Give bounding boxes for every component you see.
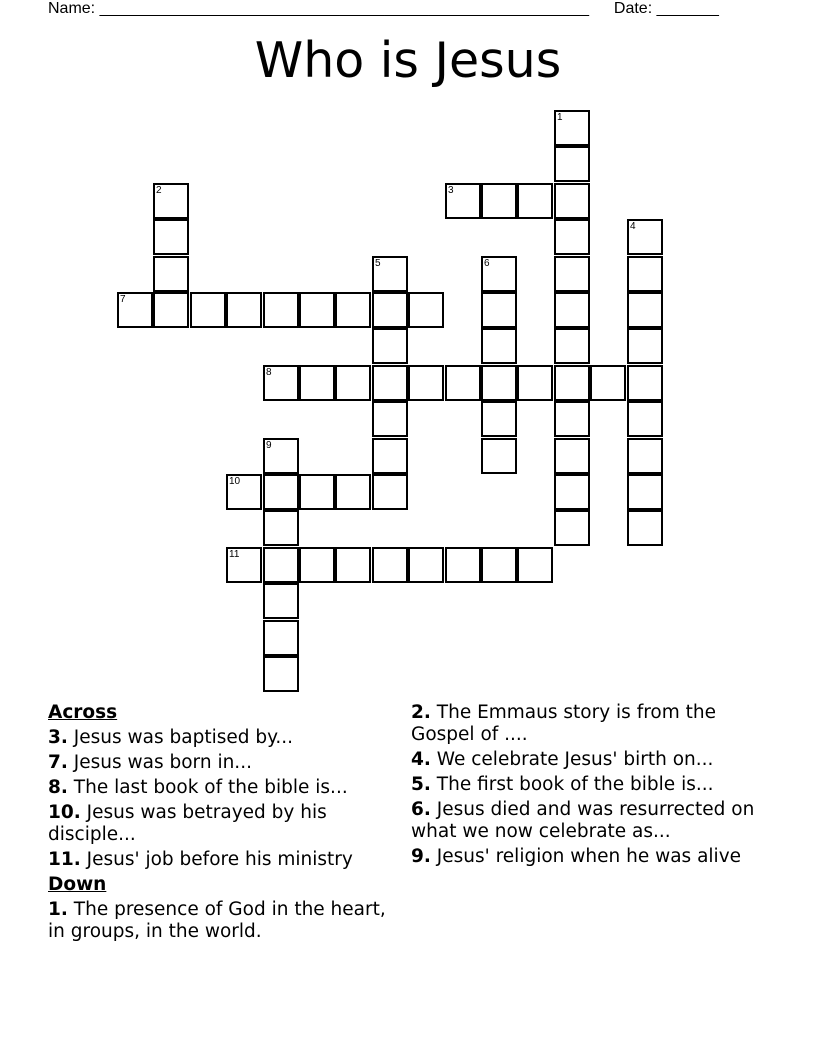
grid-cell[interactable] [153, 219, 189, 255]
grid-cell[interactable] [190, 292, 226, 328]
clue-text: Jesus was born in... [67, 752, 252, 773]
clue-number: 11. [48, 849, 81, 870]
cell-number: 9 [266, 440, 272, 451]
grid-cell[interactable] [590, 365, 626, 401]
grid-cell[interactable] [263, 510, 299, 546]
grid-cell[interactable] [226, 547, 262, 583]
clue-number: 2. [411, 702, 431, 723]
grid-cell[interactable] [554, 438, 590, 474]
grid-cell[interactable] [481, 256, 517, 292]
grid-cell[interactable] [554, 183, 590, 219]
grid-cell[interactable] [554, 474, 590, 510]
grid-cell[interactable] [627, 510, 663, 546]
grid-cell[interactable] [517, 547, 553, 583]
grid-cell[interactable] [481, 438, 517, 474]
grid-cell[interactable] [408, 365, 444, 401]
grid-cell[interactable] [372, 292, 408, 328]
clue-number: 7. [48, 752, 68, 773]
grid-cell[interactable] [263, 620, 299, 656]
cell-number: 4 [630, 221, 636, 232]
name-label: Name: _______________________________________________________ [48, 0, 589, 17]
clue-number: 10. [48, 802, 81, 823]
grid-cell[interactable] [554, 110, 590, 146]
grid-cell[interactable] [299, 365, 335, 401]
clue-text: Jesus' religion when he was alive [430, 846, 742, 867]
grid-cell[interactable] [554, 292, 590, 328]
clue-across-3 [48, 727, 393, 749]
grid-cell[interactable] [481, 547, 517, 583]
clue-down-4 [411, 749, 761, 771]
clue-down-2 [411, 702, 761, 746]
grid-cell[interactable] [226, 474, 262, 510]
grid-cell[interactable] [445, 365, 481, 401]
cell-number: 5 [375, 258, 381, 269]
clue-down-5 [411, 774, 761, 796]
grid-cell[interactable] [481, 292, 517, 328]
page-title: Who is Jesus [254, 32, 562, 89]
grid-cell[interactable] [517, 183, 553, 219]
grid-cell[interactable] [445, 547, 481, 583]
clue-across-11 [48, 849, 393, 871]
clue-text: The first book of the bible is... [430, 774, 714, 795]
grid-cell[interactable] [299, 474, 335, 510]
cell-number: 7 [120, 294, 126, 305]
grid-cell[interactable] [153, 256, 189, 292]
clue-down-1 [48, 899, 393, 943]
grid-cell[interactable] [372, 474, 408, 510]
grid-cell[interactable] [263, 474, 299, 510]
grid-cell[interactable] [481, 401, 517, 437]
grid-cell[interactable] [554, 510, 590, 546]
grid-cell[interactable] [554, 401, 590, 437]
clue-text: The Emmaus story is from the Gospel of .... [411, 702, 716, 745]
clue-across-10 [48, 802, 393, 846]
grid-cell[interactable] [263, 547, 299, 583]
clue-text: Jesus was baptised by... [67, 727, 294, 748]
clue-number: 5. [411, 774, 431, 795]
grid-cell[interactable] [627, 292, 663, 328]
grid-cell[interactable] [445, 183, 481, 219]
clue-text: We celebrate Jesus' birth on... [430, 749, 714, 770]
grid-cell[interactable] [554, 146, 590, 182]
grid-cell[interactable] [372, 256, 408, 292]
clue-number: 3. [48, 727, 68, 748]
grid-cell[interactable] [627, 256, 663, 292]
grid-cell[interactable] [153, 183, 189, 219]
grid-cell[interactable] [627, 401, 663, 437]
cell-number: 8 [266, 367, 272, 378]
grid-cell[interactable] [372, 547, 408, 583]
clue-across-8 [48, 777, 393, 799]
grid-cell[interactable] [335, 365, 371, 401]
grid-cell[interactable] [408, 292, 444, 328]
grid-cell[interactable] [263, 656, 299, 692]
cell-number: 6 [484, 258, 490, 269]
cell-number: 1 [557, 112, 563, 123]
clue-text: Jesus died and was resurrected on what we now celebrate as... [411, 799, 755, 842]
grid-cell[interactable] [372, 401, 408, 437]
cell-number: 3 [448, 185, 454, 196]
grid-cell[interactable] [554, 328, 590, 364]
grid-cell[interactable] [627, 365, 663, 401]
date-label: Date: _______ [613, 0, 719, 17]
grid-cell[interactable] [335, 474, 371, 510]
grid-cell[interactable] [554, 219, 590, 255]
grid-cell[interactable] [153, 292, 189, 328]
clue-text: The presence of God in the heart, in groups, in the world. [48, 899, 386, 942]
grid-cell[interactable] [408, 547, 444, 583]
grid-cell[interactable] [263, 292, 299, 328]
clues-left-column [48, 702, 393, 946]
grid-cell[interactable] [335, 547, 371, 583]
grid-cell[interactable] [299, 547, 335, 583]
cell-number: 2 [156, 185, 162, 196]
grid-cell[interactable] [335, 292, 371, 328]
grid-cell[interactable] [372, 328, 408, 364]
clue-text: The last book of the bible is... [67, 777, 348, 798]
clue-down-9 [411, 846, 761, 868]
cell-number: 10 [229, 476, 241, 487]
grid-cell[interactable] [481, 365, 517, 401]
clues-right-column [411, 702, 761, 871]
grid-cell[interactable] [481, 183, 517, 219]
grid-cell[interactable] [372, 365, 408, 401]
grid-cell[interactable] [554, 365, 590, 401]
grid-cell[interactable] [263, 365, 299, 401]
clue-number: 6. [411, 799, 431, 820]
cell-number: 11 [229, 549, 240, 560]
grid-cell[interactable] [226, 292, 262, 328]
clue-number: 9. [411, 846, 431, 867]
clue-number: 8. [48, 777, 68, 798]
grid-cell[interactable] [554, 256, 590, 292]
grid-cell[interactable] [627, 328, 663, 364]
clue-across-7 [48, 752, 393, 774]
clue-text: Jesus' job before his ministry [80, 849, 353, 870]
grid-cell[interactable] [627, 438, 663, 474]
clue-number: 4. [411, 749, 431, 770]
clue-down-6 [411, 799, 761, 843]
down-heading: Down [48, 874, 107, 895]
grid-cell[interactable] [517, 365, 553, 401]
across-heading: Across [48, 702, 118, 723]
grid-cell[interactable] [117, 292, 153, 328]
grid-cell[interactable] [372, 438, 408, 474]
grid-cell[interactable] [627, 219, 663, 255]
grid-cell[interactable] [263, 583, 299, 619]
grid-cell[interactable] [481, 328, 517, 364]
grid-cell[interactable] [263, 438, 299, 474]
clue-number: 1. [48, 899, 68, 920]
grid-cell[interactable] [299, 292, 335, 328]
clue-text: Jesus was betrayed by his disciple... [48, 802, 327, 845]
grid-cell[interactable] [627, 474, 663, 510]
